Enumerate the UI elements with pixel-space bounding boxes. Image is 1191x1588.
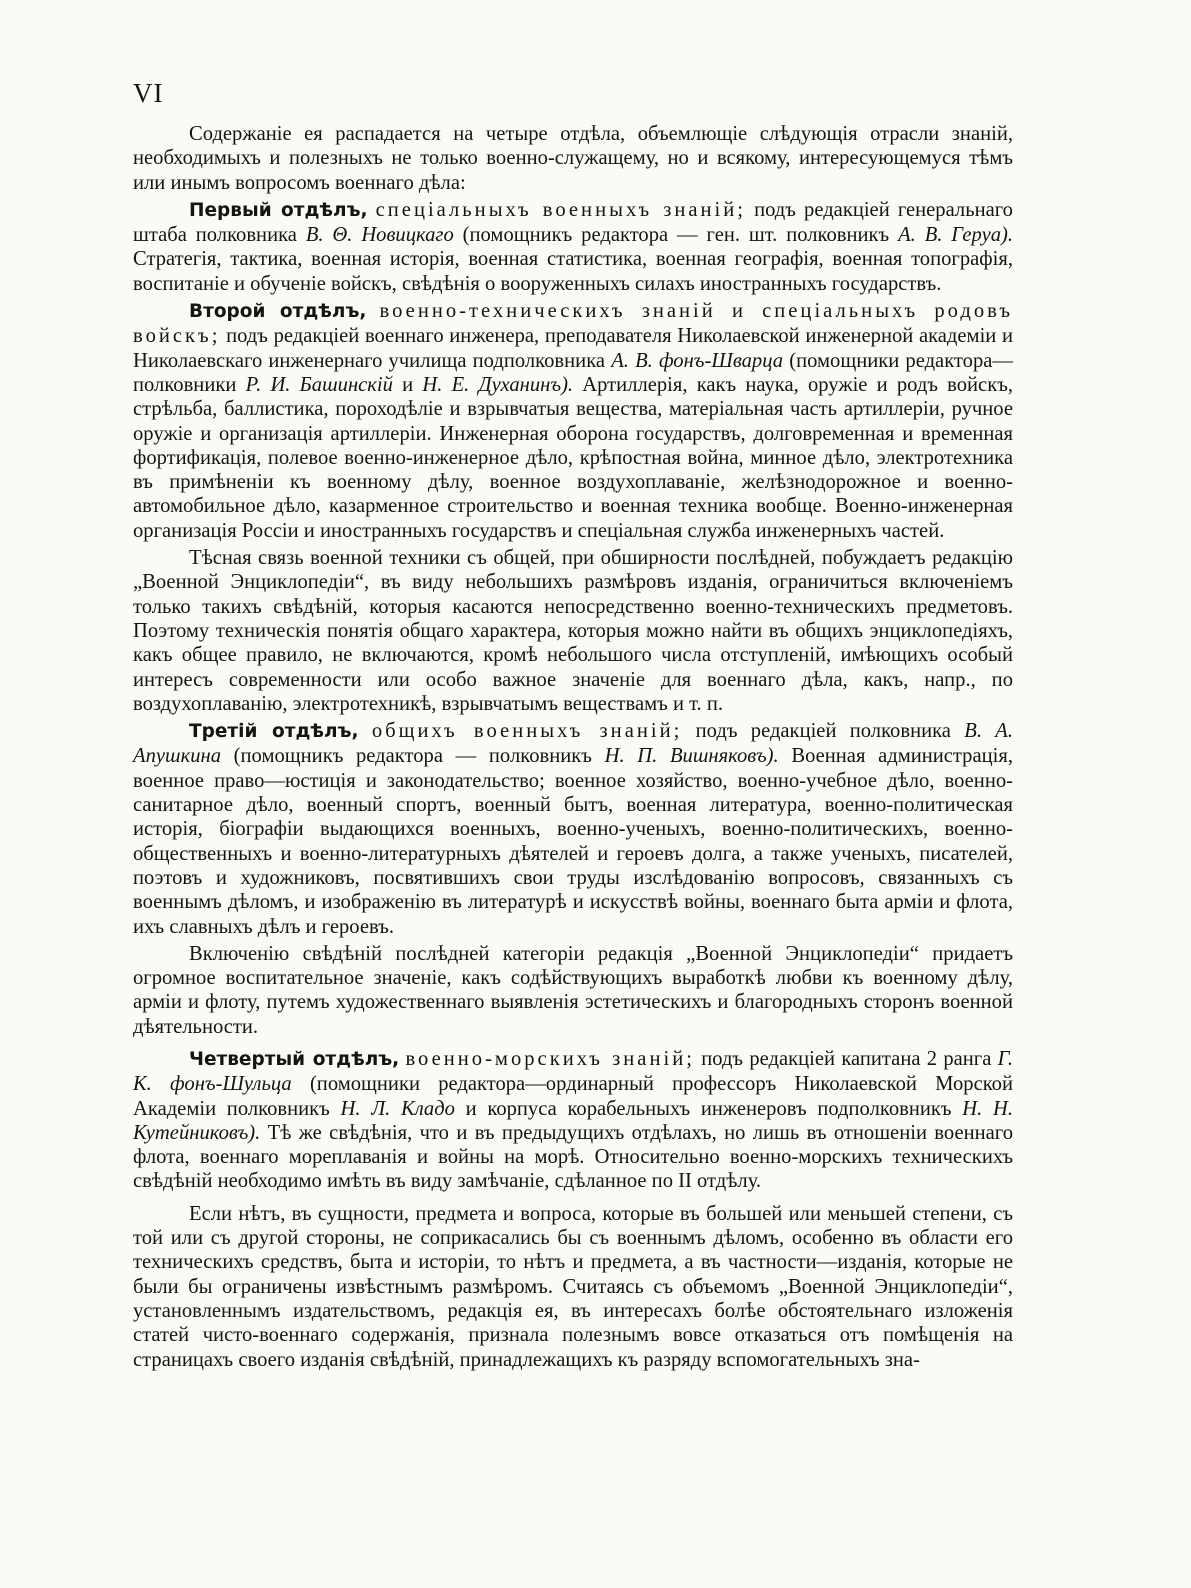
fourth-section-subject: военно-морскихъ знаній;: [405, 1047, 695, 1070]
fourth-section-text: (помощники редактора—ординарный профессоръ Николаевской Морской Академіи полковникъ: [133, 1073, 1013, 1120]
second-section-paragraph: [133, 299, 1013, 543]
first-section-text: подъ редакціей генеральнаго штаба полковника: [133, 198, 1013, 247]
fourth-section-text: и корпуса корабельныхъ инженеровъ подполковникъ: [454, 1097, 963, 1120]
technique-paragraph: Тѣсная связь военной техники съ общей, при обширности послѣдней, побуждаетъ редакцію „Военной Энциклопедіи“, въ виду небольшихъ размѣровъ изданія, ограничиться включеніемъ только такихъ свѣдѣній, которыя касаются непосредственно военно-техническихъ предметовъ. Поэтому техническія понятія общаго характера, которыя можно найти въ общихъ энциклопедіяхъ, какъ общее правило, не включаются, кромѣ небольшого числа отступленій, имѣющихъ особый интересъ современности или особо важное значеніе для военнаго дѣла, какъ, напр., по воздухоплаванію, электротехникѣ, взрывчатымъ веществамъ и т. п.: [133, 547, 1013, 715]
first-section-assistant: А. В. Геруа).: [898, 224, 1014, 247]
first-section-text: Стратегія, тактика, военная исторія, военная статистика, военная географія, военная топографія, воспитаніе и обученіе войскъ, свѣдѣнія о вооруженныхъ силахъ иностранныхъ государствъ.: [133, 248, 1013, 295]
second-section-editor: А. В. фонъ-Шварца: [611, 349, 784, 372]
second-section-subject: военно-техническихъ знаній и спеціальныхъ родовъ войскъ;: [133, 300, 1013, 348]
first-section-paragraph: [133, 198, 1013, 296]
second-section-heading: Второй отдѣлъ,: [189, 301, 367, 323]
fourth-section-editor: Г. К. фонъ-Шульца: [133, 1047, 1013, 1096]
second-section-assistant: Р. И. Башинскій: [245, 373, 393, 396]
third-section-text: (помощникъ редактора — полковникъ: [221, 745, 605, 768]
fourth-section-assistant: Н. Л. Кладо: [340, 1097, 455, 1120]
page-number: VI: [133, 78, 164, 108]
closing-paragraph: Если нѣтъ, въ сущности, предмета и вопроса, которые въ большей или меньшей степени, съ той или съ другой стороны, не соприкасались бы съ военнымъ дѣломъ, особенно въ области его техническихъ средствъ, быта и исторіи, то нѣтъ и предмета, а въ частности—изданія, которые не были бы ограничены извѣстнымъ размѣромъ. Считаясь съ объемомъ „Военной Энциклопедіи“, установленнымъ издательствомъ, редакція ея, въ интересахъ болѣе обстоятельнаго изложенія статей чисто-военнаго содержанія, признала полезнымъ вовсе отказаться отъ помѣщенія на страницахъ своего изданія свѣдѣній, принадлежащихъ къ разряду вспомогательныхъ зна-: [133, 1202, 1013, 1371]
second-section-text: и: [392, 373, 423, 396]
third-section-editor: В. А. Апушкина: [133, 720, 1014, 768]
fourth-section-paragraph: [133, 1047, 1013, 1194]
first-section-editor: В. Θ. Новицкаго: [305, 224, 454, 247]
fourth-section-text: Тѣ же свѣдѣнія, что и въ предыдущихъ отдѣлахъ, но лишь въ отношеніи военнаго флота, военнаго мореплаванія и войны на морѣ. Относительно военно-морскихъ техническихъ свѣдѣній необходимо имѣть въ виду замѣчаніе, сдѣланное по II отдѣлу.: [133, 1121, 1013, 1193]
fourth-section-text: подъ редакціей капитана 2 ранга: [694, 1047, 998, 1070]
third-section-paragraph: [133, 719, 1013, 939]
third-section-subject: общихъ военныхъ знаній;: [371, 720, 683, 743]
third-section-assistant: Н. П. Вишняковъ).: [604, 745, 779, 768]
page-body: [133, 122, 1013, 1375]
first-section-heading: Первый отдѣлъ,: [189, 199, 368, 221]
first-section-subject: спеціальныхъ военныхъ знаній;: [375, 198, 746, 221]
third-section-heading: Третій отдѣлъ,: [189, 721, 359, 743]
third-section-text: Военная администрація, военное право—юстиція и законодательство; военное хозяйство, военно-учебное дѣло, военно-санитарное дѣло, военный спортъ, военный бытъ, военная литература, военно-политическая исторія, біографіи выдающихся военныхъ, военно-ученыхъ, военно-политическихъ, военно-общественныхъ и военно-литературныхъ дѣятелей и героевъ долга, а также ученыхъ, писателей, поэтовъ и художниковъ, посвятившихъ свои труды изслѣдованію вопросовъ, связанныхъ съ военнымъ дѣломъ, и изображенію въ литературѣ и искусствѣ войны, военнаго быта арміи и флота, ихъ славныхъ дѣлъ и героевъ.: [133, 745, 1013, 938]
second-section-assistant: Н. Е. Духанинъ).: [422, 373, 574, 396]
second-section-text: подъ редакціей военнаго инженера, преподавателя Николаевской инженерной академіи и Николаевскаго инженернаго училища подполковника: [133, 325, 1013, 372]
third-section-text: подъ редакціей полковника: [682, 720, 965, 743]
fourth-section-assistant: Н. Н. Кутейниковъ).: [133, 1097, 1013, 1144]
second-section-text: (помощники редактора—полковники: [133, 349, 1013, 396]
first-section-text: (помощникъ редактора — ген. шт. полковникъ: [453, 224, 899, 247]
fourth-section-heading: Четвертый отдѣлъ,: [189, 1048, 400, 1070]
inclusion-paragraph: Включенію свѣдѣній послѣдней категоріи редакція „Военной Энциклопедіи“ придаетъ огромное воспитательное значеніе, какъ содѣйствующихъ выработкѣ любви къ военному дѣлу, арміи и флоту, путемъ художественнаго выявленія эстетическихъ и благородныхъ сторонъ военной дѣятельности.: [133, 942, 1013, 1038]
second-section-text: Артиллерія, какъ наука, оружіе и родъ войскъ, стрѣльба, баллистика, пороходѣліе и взрывчатыя вещества, матеріальная часть артиллеріи, ручное оружіе и организація артиллеріи. Инженерная оборона государствъ, долговременная и временная фортификація, полевое военно-инженерное дѣло, крѣпостная война, минное дѣло, электротехника въ примѣненіи къ военному дѣлу, военное воздухоплаваніе, желѣзнодорожное и военно-автомобильное дѣло, казарменное строительство и военная техника вообще. Военно-инженерная организація Россіи и иностранныхъ государствъ и спеціальная служба инженерныхъ частей.: [133, 373, 1014, 542]
intro-paragraph: Содержаніе ея распадается на четыре отдѣла, объемлющіе слѣдующія отрасли знаній, необходимыхъ и полезныхъ не только военно-служащему, но и всякому, интересующемуся тѣмъ или инымъ вопросомъ военнаго дѣла:: [133, 123, 1013, 194]
